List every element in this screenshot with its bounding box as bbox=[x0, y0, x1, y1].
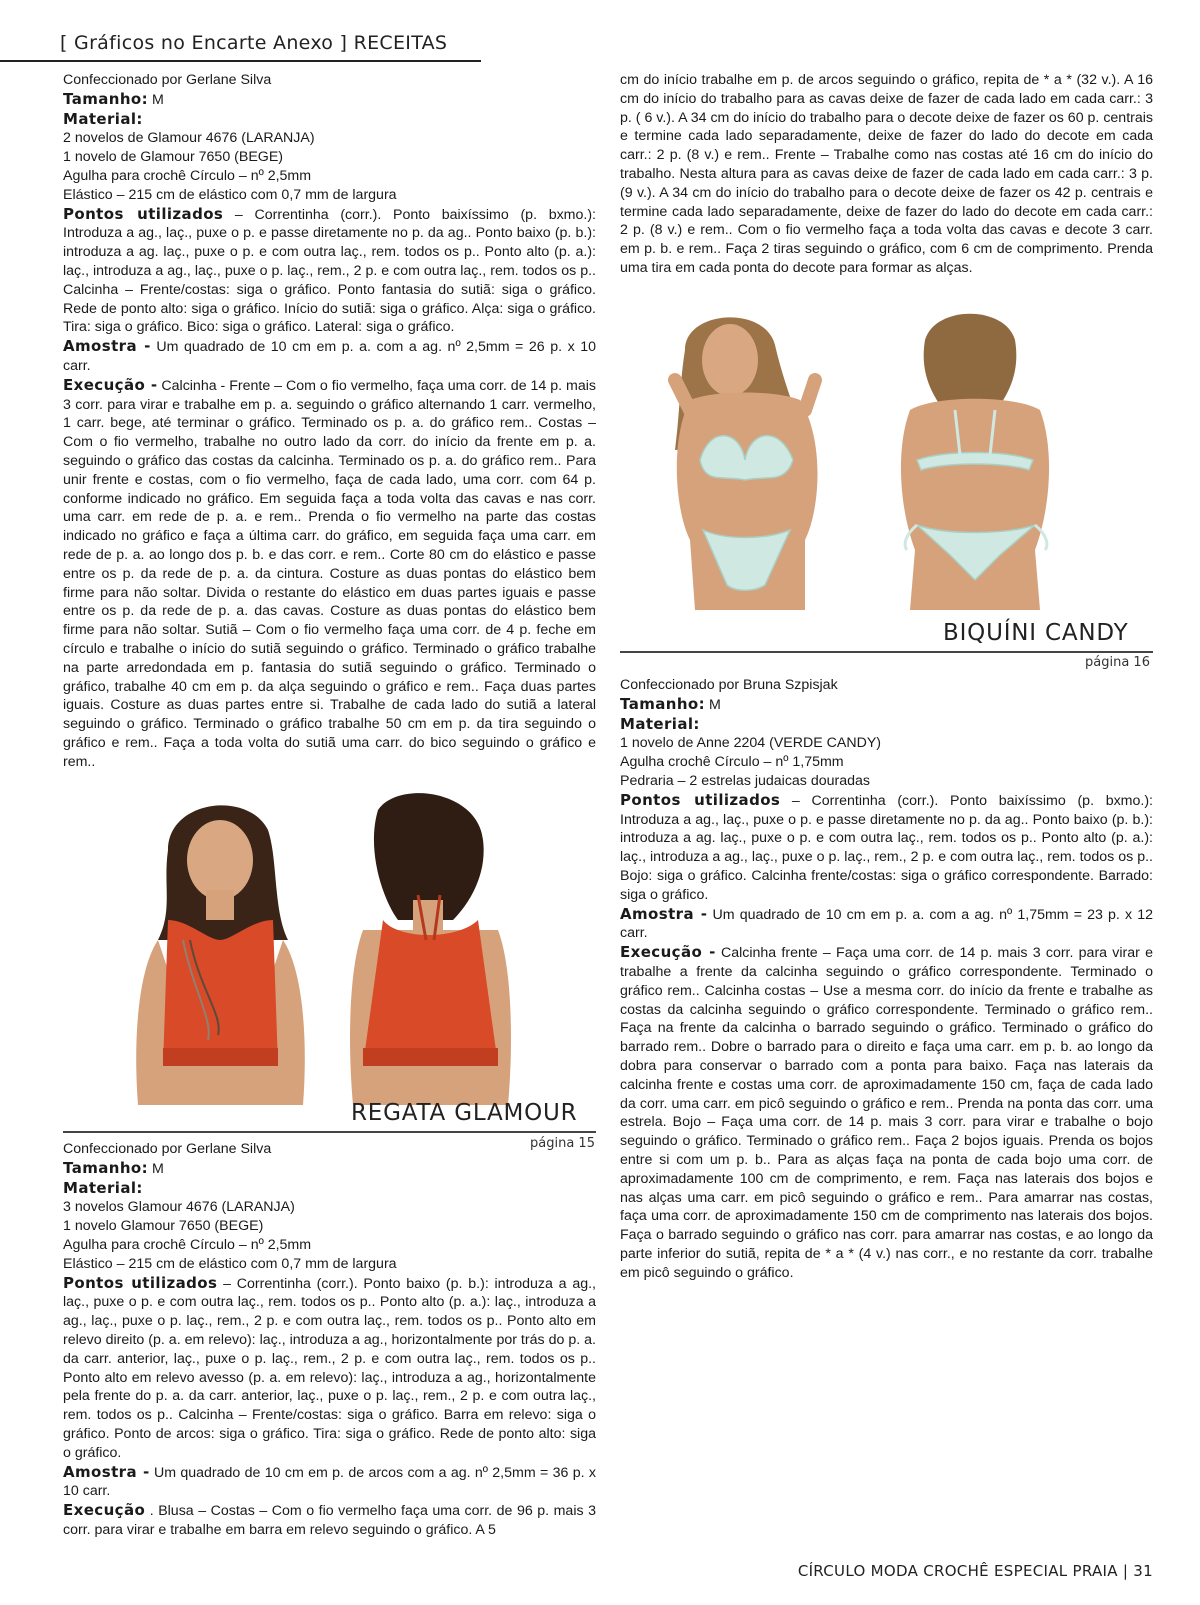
material-label: Material: bbox=[63, 109, 143, 128]
continuation-text: cm do início trabalhe em p. de arcos seguindo o gráfico, repita de * a * (32 v.). A 16 cm do início do trabalho para as cavas deixe de fazer de cada lado em cada carr.: 3 p. ( 6 v.). A 34 cm do início do trabalho para o decote deixe de fazer os 60 p. centrais e termine cada lado separadamente, deixe de fazer do lado do decote em cada carr.: 2 p. (8 v.) e rem.. Frente – Trabalhe como nas costas até 16 cm do início do trabalho. Nesta altura para as cavas deixe de fazer de cada lado em cada carr.: 3 p. (9 v.). A 34 cm do início do trabalho para o decote deixe de fazer os 42 p. centrais e termine cada lado separadamente, deixe de fazer do lado do decote em cada carr.: 2 p. (8 v.) e rem.. Com o fio vermelho faça a toda volta das cavas e decote 3 carr. em p. b. e rem.. Faça 2 tiras seguindo o gráfico, com 6 cm de comprimento. Prenda uma tira em cada ponta do decote para formar as alças. bbox=[620, 72, 1153, 276]
stitches-label: Pontos utilizados bbox=[63, 1273, 218, 1292]
material-item: 1 novelo Glamour 7650 (BEGE) bbox=[63, 1218, 264, 1235]
size-label: Tamanho: bbox=[63, 89, 149, 108]
size-label: Tamanho: bbox=[63, 1158, 149, 1177]
material-label: Material: bbox=[620, 714, 700, 733]
header-title: [ Gráficos no Encarte Anexo ] RECEITAS bbox=[60, 32, 448, 54]
regata-recipe-column bbox=[63, 1140, 596, 1540]
material-item: Elástico – 215 cm de elástico com 0,7 mm de largura bbox=[63, 186, 397, 203]
execution-paragraph bbox=[63, 376, 596, 772]
sample-text: Um quadrado de 10 cm em p. de arcos com a ag. nº 2,5mm = 36 p. x 10 carr. bbox=[63, 1464, 596, 1500]
material-heading bbox=[63, 1179, 596, 1199]
sample-paragraph bbox=[63, 1463, 596, 1502]
material-item: Agulha crochê Círculo – nº 1,75mm bbox=[620, 754, 844, 771]
sample-label: Amostra - bbox=[63, 337, 151, 356]
candy-title: BIQUÍNI CANDY bbox=[943, 620, 1129, 646]
size-line bbox=[63, 1159, 596, 1179]
execution-label: Execução - bbox=[63, 375, 158, 394]
size-value: M bbox=[152, 91, 164, 108]
material-item: Elástico – 215 cm de elástico com 0,7 mm de largura bbox=[63, 1255, 397, 1272]
sample-label: Amostra - bbox=[63, 1462, 150, 1481]
regata-page-ref: página 15 bbox=[530, 1136, 595, 1151]
execution-paragraph bbox=[63, 1501, 596, 1540]
stitches-text: – Correntinha (corr.). Ponto baixíssimo (p. bxmo.): Introduza a ag., laç., puxe o p. e passe diretamente no p. da ag.. Ponto baixo (p. b.): introduza a ag. laç., puxe o p. e com outra laç., rem. todos os p.. Ponto alto (p. a.): laç., introduza a ag., laç., puxe o p. laç., rem., 2 p. e com outra laç., rem. todos os p.. Calcinha – Frente/costas: siga o gráfico. Ponto fantasia do sutiã: siga o gráfico. Rede de ponto alto: siga o gráfico. Início do sutiã: siga o gráfico. Alça: siga o gráfico. Tira: siga o gráfico. Bico: siga o gráfico. Lateral: siga o gráfico. bbox=[63, 206, 596, 336]
size-value: M bbox=[709, 696, 721, 713]
stitches-label: Pontos utilizados bbox=[620, 790, 781, 809]
size-value: M bbox=[152, 1160, 164, 1177]
material-item: Agulha para crochê Círculo – nº 2,5mm bbox=[63, 1236, 312, 1253]
regata-title: REGATA GLAMOUR bbox=[351, 1100, 578, 1126]
regata-continuation-column bbox=[620, 71, 1153, 278]
material-item: 3 novelos Glamour 4676 (LARANJA) bbox=[63, 1199, 295, 1216]
material-item: 2 novelos de Glamour 4676 (LARANJA) bbox=[63, 130, 315, 147]
material-item: 1 novelo de Anne 2204 (VERDE CANDY) bbox=[620, 735, 882, 752]
sample-paragraph bbox=[620, 905, 1153, 944]
recipe-1-column bbox=[63, 71, 596, 771]
made-by: Confeccionado por Gerlane Silva bbox=[63, 1141, 272, 1157]
stitches-text: – Correntinha (corr.). Ponto baixo (p. b.): introduza a ag., laç., puxe o p. e com outra laç., rem. todos os p.. Ponto alto (p. a.): laç., introduza a ag., laç., puxe o p. laç., rem., 2 p. e com outra laç., rem. todos os p.. Ponto alto em relevo direito (p. a. em relevo): laç., introduza a ag., horizontalmente por trás do p. a. da carr. anterior, laç., puxe o p. laç., rem., 2 p. e com outra laç., rem. todos os p.. Ponto alto em relevo avesso (p. a. em relevo): laç., introduza a ag., horizontalmente pela frente do p. a. da carr. anterior, laç., puxe o p. laç., rem., 2 p. e com outra laç., rem. todos os p.. Calcinha – Frente/costas: siga o gráfico. Barra em relevo: siga o gráfico. Ponto de arcos: siga o gráfico. Tira: siga o gráfico. Rede de ponto alto: siga o gráfico. bbox=[63, 1275, 596, 1461]
regata-glamour-photo bbox=[98, 790, 538, 1105]
execution-text: Calcinha - Frente – Com o fio vermelho, faça uma corr. de 14 p. mais 3 corr. para virar e trabalhe em p. a. seguindo o gráfico alternando 1 carr. vermelho, 1 carr. bege, até terminar o gráfico. Terminado os p. a. do gráfico rem.. Costas – Com o fio vermelho, trabalhe no outro lado da corr. do início da frente em p. a. seguindo o gráfico das costas da calcinha. Terminado os p. a. do gráfico rem.. Para unir frente e costas, com o fio vermelho, faça de cada lado, uma corr. com 64 p. conforme indicado no gráfico. Em seguida faça a toda volta das cavas e nas corr. uma carr. em rede de p. a. e rem.. Prenda o fio vermelho na parte das costas indicado no gráfico e faça a última carr. do gráfico, em seguida faça uma carr. em rede de p. a. ao longo dos p. b. e das corr. e rem.. Corte 80 cm do elástico e passe entre os p. da rede de p. a. da cintura. Costure as duas pontas do elástico bem firme para não soltar. Divida o restante do elástico em duas partes iguais e passe entre os p. da rede de p. a. das cavas. Costure as duas pontas do elástico bem firme para não soltar. Sutiã – Com o fio vermelho faça uma corr. de 4 p. feche em círculo e trabalhe o início do sutiã seguindo o gráfico. Terminado o gráfico trabalhe na parte arredondada em p. fantasia do sutiã seguindo o gráfico. Terminado o gráfico, trabalhe 40 cm em p. da alça seguindo o gráfico e rem.. Faça duas partes iguais. Costure as duas partes entre si. Trabalhe de cada lado do sutiã a lateral seguindo o gráfico. Terminado o gráfico trabalhe 50 cm em p. da tira seguindo o gráfico e rem.. Faça a toda volta do sutiã uma carr. do bico seguindo o gráfico e rem.. bbox=[63, 377, 596, 770]
candy-recipe-column bbox=[620, 676, 1153, 1283]
candy-title-rule bbox=[620, 651, 1153, 653]
material-heading bbox=[620, 715, 1153, 735]
stitches-text: – Correntinha (corr.). Ponto baixíssimo (p. bxmo.): Introduza a ag., laç., puxe o p. e passe diretamente no p. da ag.. Ponto baixo (p. b.): introduza a ag. laç., puxe o p. e com outra laç., rem. todos os p.. Ponto alto (p. a.): laç., introduza a ag., laç., puxe o p. laç., rem., 2 p. e com outra laç., rem. todos os p.. Bojo: siga o gráfico. Calcinha frente/costas: siga o gráfico correspondente. Barrado: siga o gráfico. bbox=[620, 792, 1153, 903]
made-by: Confeccionado por Bruna Szpisjak bbox=[620, 677, 838, 693]
size-line bbox=[620, 695, 1153, 715]
execution-paragraph bbox=[620, 943, 1153, 1282]
stitches-paragraph bbox=[63, 1274, 596, 1463]
execution-text: . Blusa – Costas – Com o fio vermelho faça uma corr. de 96 p. mais 3 corr. para virar e trabalhe em barra em relevo seguindo o gráfico. A 5 bbox=[63, 1503, 596, 1538]
execution-text: Calcinha frente – Faça uma corr. de 14 p. mais 3 corr. para virar e trabalhe a frente da calcinha seguindo o gráfico correspondente. Terminado o gráfico rem.. Calcinha costas – Use a mesma corr. do início da frente e trabalhe as costas da calcinha seguindo o gráfico correspondente. Terminado o gráfico rem.. Faça na frente da calcinha o barrado seguindo o gráfico. Terminado o gráfico do barrado rem.. Dobre o barrado para o direito e faça uma carr. em p. b. ao longo da dobra para conservar o barrado com a ponta para baixo. Faça nas laterais da calcinha frente e costas uma corr. de aproximadamente 150 cm, faça de cada lado da corr. uma carr. em picô seguindo o gráfico e rem.. Prenda na ponta das corr. uma estrela. Bojo – Faça uma corr. de 14 p. mais 3 corr. para virar e trabalhe o bojo seguindo o gráfico. Terminado o gráfico rem.. Faça 2 bojos iguais. Prenda os bojos entre si com um p. b.. Para as alças faça na ponta de cada bojo uma corr. de aproximadamente 100 cm de comprimento, e rem. Faça nas laterais dos bojos e nas alças uma carr. em picô seguindo o gráfico e rem.. Para amarrar nas costas, faça uma corr. de aproximadamente 150 cm de comprimento nas laterais dos bojos. Faça o barrado seguindo o gráfico nas corr. para amarrar nas costas, e ao longo da parte inferior do sutiã, repita de * a * (4 v.) nas corr., e no restante da corr. trabalhe em picô seguindo o gráfico. bbox=[620, 945, 1154, 1281]
stitches-paragraph bbox=[63, 205, 596, 338]
page-footer: CÍRCULO MODA CROCHÊ ESPECIAL PRAIA | 31 bbox=[797, 1562, 1153, 1580]
candy-page-ref: página 16 bbox=[1085, 655, 1150, 670]
size-line bbox=[63, 90, 596, 110]
made-by: Confeccionado por Gerlane Silva bbox=[63, 72, 272, 88]
sample-paragraph bbox=[63, 337, 596, 376]
biquini-candy-photo bbox=[655, 310, 1100, 610]
material-item: 1 novelo de Glamour 7650 (BEGE) bbox=[63, 149, 284, 166]
stitches-paragraph bbox=[620, 791, 1153, 905]
sample-text: Um quadrado de 10 cm em p. a. com a ag. nº 2,5mm = 26 p. x 10 carr. bbox=[63, 339, 596, 374]
header-bar bbox=[0, 30, 481, 62]
execution-label: Execução - bbox=[620, 943, 716, 962]
sample-text: Um quadrado de 10 cm em p. a. com a ag. nº 1,75mm = 23 p. x 12 carr. bbox=[620, 906, 1153, 942]
execution-label: Execução bbox=[63, 1501, 146, 1520]
material-heading bbox=[63, 110, 596, 130]
stitches-label: Pontos utilizados bbox=[63, 204, 224, 223]
material-label: Material: bbox=[63, 1178, 143, 1197]
material-item: Pedraria – 2 estrelas judaicas douradas bbox=[620, 772, 871, 789]
material-item: Agulha para crochê Círculo – nº 2,5mm bbox=[63, 167, 312, 184]
sample-label: Amostra - bbox=[620, 904, 708, 923]
size-label: Tamanho: bbox=[620, 694, 706, 713]
regata-title-rule bbox=[63, 1131, 596, 1133]
